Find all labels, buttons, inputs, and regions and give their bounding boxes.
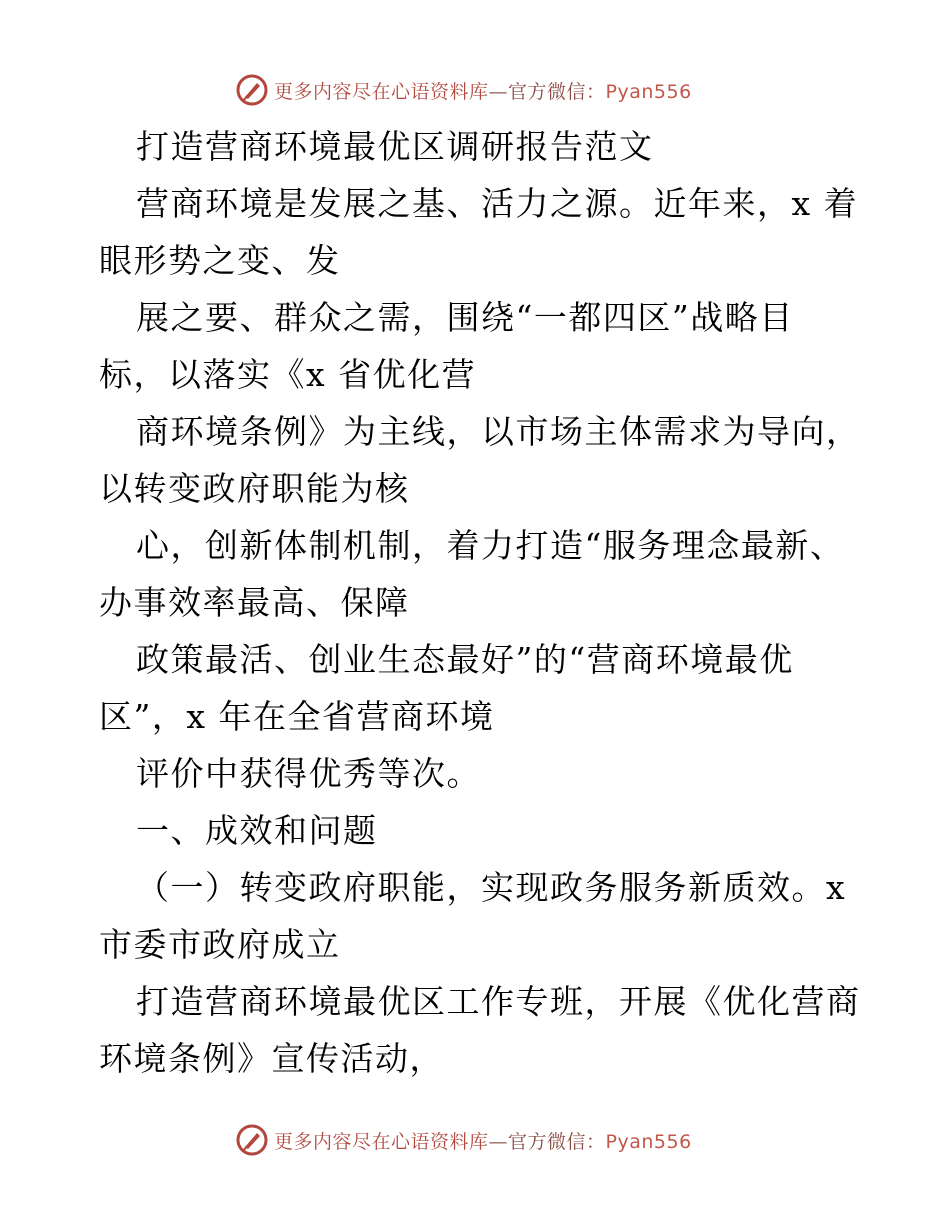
watermark-separator: —	[488, 80, 509, 103]
paragraph-line: 区”，x 年在全省营商环境	[99, 697, 495, 736]
paragraph-line: 标，以落实《x 省优化营	[99, 355, 477, 394]
paragraph-line: 眼形势之变、发	[99, 241, 341, 280]
paragraph-line: 环境条例》宣传活动，	[99, 1039, 444, 1078]
subsection-heading: （一）转变政府职能，实现政务服务新质效。x	[136, 868, 847, 907]
paragraph-line: 办事效率最高、保障	[99, 583, 410, 622]
paragraph-line: 市委市政府成立	[99, 925, 341, 964]
pen-quill-logo-icon	[236, 1124, 268, 1156]
watermark-text	[274, 1127, 692, 1154]
paragraph-line: 打造营商环境最优区工作专班，开展《优化营商	[136, 982, 861, 1021]
header-watermark	[236, 73, 692, 107]
paragraph-line: 以转变政府职能为核	[99, 469, 410, 508]
paragraph-line: 商环境条例》为主线，以市场主体需求为导向，	[136, 412, 861, 451]
watermark-label: 官方微信：	[508, 1130, 606, 1153]
paragraph-line: 展之要、群众之需，围绕“一都四区”战略目	[136, 298, 794, 337]
watermark-site: 更多内容尽在心语资料库	[274, 1130, 489, 1153]
watermark-text	[274, 77, 692, 104]
watermark-separator: —	[488, 1130, 509, 1153]
watermark-site: 更多内容尽在心语资料库	[274, 80, 489, 103]
paragraph-line: 营商环境是发展之基、活力之源。近年来，x 着	[136, 184, 859, 223]
watermark-label: 官方微信：	[508, 80, 606, 103]
footer-watermark	[236, 1123, 692, 1157]
pen-quill-logo-icon	[236, 74, 268, 106]
watermark-wechat-id: Pyan556	[605, 1130, 692, 1153]
paragraph-line: 评价中获得优秀等次。	[136, 754, 481, 793]
document-body	[99, 118, 859, 1087]
paragraph-line: 政策最活、创业生态最好”的“营商环境最优	[136, 640, 794, 679]
section-heading: 一、成效和问题	[136, 811, 378, 850]
watermark-wechat-id: Pyan556	[605, 80, 692, 103]
paragraph-line: 心，创新体制机制，着力打造“服务理念最新、	[136, 526, 845, 565]
document-title: 打造营商环境最优区调研报告范文	[136, 127, 654, 166]
